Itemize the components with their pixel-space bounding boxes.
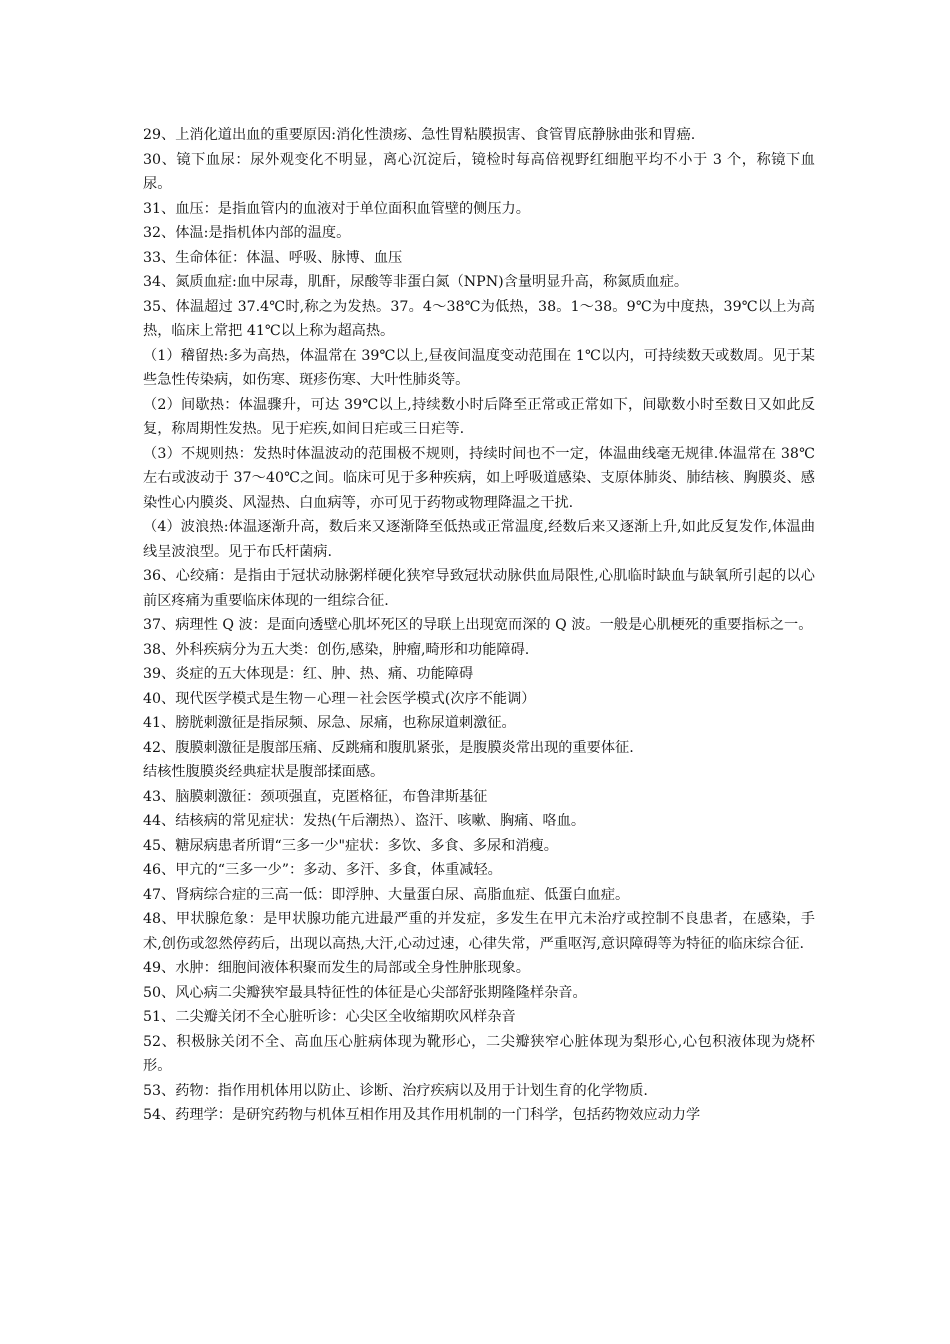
paragraph-29: 29、上消化道出血的重要原因:消化性溃疡、急性胃粘膜损害、食管胃底静脉曲张和胃癌. xyxy=(143,127,696,143)
paragraph-35-4: （4）波浪热:体温逐渐升高，数后来又逐渐降至低热或正常温度,经数后来又逐渐上升,如此反复发作,体温曲线呈波浪型。见于布氏杆菌病. xyxy=(143,519,815,560)
paragraph-38: 38、外科疾病分为五大类：创伤,感染，肿瘤,畸形和功能障碍. xyxy=(143,641,530,658)
paragraph-39: 39、炎症的五大体现是：红、肿、热、痛、功能障碍 xyxy=(143,666,474,682)
paragraph-35-2: （2）间歇热：体温骤升，可达 39℃以上,持续数小时后降至正常或正常如下，间歇数小时至数日又如此反复，称周期性发热。见于疟疾,如间日疟或三日疟等. xyxy=(143,396,815,437)
paragraph-40: 40、现代医学模式是生物－心理－社会医学模式(次序不能调） xyxy=(143,690,536,707)
paragraph-34: 34、氮质血症:血中尿毒，肌酐，尿酸等非蛋白氮（NPN)含量明显升高，称氮质血症。 xyxy=(143,274,689,290)
paragraph-54: 54、药理学：是研究药物与机体互相作用及其作用机制的一门科学，包括药物效应动力学 xyxy=(143,1107,701,1123)
paragraph-47: 47、肾病综合症的三高一低：即浮肿、大量蛋白尿、高脂血症、低蛋白血症。 xyxy=(143,886,630,903)
paragraph-43: 43、脑膜刺激征：颈项强直，克匿格征，布鲁津斯基征 xyxy=(143,788,488,805)
paragraph-33: 33、生命体征：体温、呼吸、脉博、血压 xyxy=(143,249,403,266)
paragraph-48: 48、甲状腺危象：是甲状腺功能亢进最严重的并发症，多发生在甲亢未治疗或控制不良患者，在感染，手术,创伤或忽然停药后，出现以高热,大汗,心动过速，心律失常，严重呕泻,意识障碍等为特征的临床综合征. xyxy=(143,911,815,952)
paragraph-42-note: 结核性腹膜炎经典症状是腹部揉面感。 xyxy=(143,764,385,780)
paragraph-49: 49、水肿：细胞间液体积聚而发生的局部或全身性肿胀现象。 xyxy=(143,960,530,976)
paragraph-52: 52、积极脉关闭不全、高血压心脏病体现为靴形心，二尖瓣狭窄心脏体现为梨形心,心包积液体现为烧杯形。 xyxy=(143,1033,815,1074)
paragraph-35-3: （3）不规则热：发热时体温波动的范围极不规则，持续时间也不一定，体温曲线毫无规律.体温常在 38℃左右或波动于 37～40℃之间。临床可见于多种疾病，如上呼吸道感染、支原体肺炎、肺结核、胸膜炎、感染性心内膜炎、风湿热、白血病等，亦可见于药物或物理降温之干扰. xyxy=(143,445,815,511)
paragraph-35: 35、体温超过 37.4℃时,称之为发热。37。4～38℃为低热，38。1～38。9℃为中度热，39℃以上为高热，临床上常把 41℃以上称为超高热。 xyxy=(143,298,815,339)
paragraph-42: 42、腹膜刺激征是腹部压痛、反跳痛和腹肌紧张，是腹膜炎常出现的重要体征. xyxy=(143,739,634,756)
paragraph-44: 44、结核病的常见症状：发热(午后潮热）、盗汗、咳嗽、胸痛、咯血。 xyxy=(143,813,586,829)
paragraph-51: 51、二尖瓣关闭不全心脏听诊：心尖区全收缩期吹风样杂音 xyxy=(143,1009,516,1025)
paragraph-50: 50、风心病二尖瓣狭窄最具特征性的体征是心尖部舒张期隆隆样杂音。 xyxy=(143,984,587,1001)
paragraph-36: 36、心绞痛：是指由于冠状动脉粥样硬化狭窄导致冠状动脉供血局限性,心肌临时缺血与缺氧所引起的以心前区疼痛为重要临床体现的一组综合征. xyxy=(143,568,815,609)
paragraph-41: 41、膀胱刺激征是指尿频、尿急、尿痛，也称尿道刺激征。 xyxy=(143,715,516,731)
paragraph-31: 31、血压：是指血管内的血液对于单位面积血管壁的侧压力。 xyxy=(143,200,530,217)
paragraph-35-1: （1）稽留热:多为高热，体温常在 39℃以上,昼夜间温度变动范围在 1℃以内，可持续数天或数周。见于某些急性传染病，如伤寒、斑疹伤寒、大叶性肺炎等。 xyxy=(143,347,815,388)
paragraph-37: 37、病理性 Q 波：是面向透壁心肌坏死区的导联上出现宽而深的 Q 波。一般是心肌梗死的重要指标之一。 xyxy=(143,617,813,633)
paragraph-30: 30、镜下血尿：尿外观变化不明显，离心沉淀后，镜检时每高倍视野红细胞平均不小于 3 个，称镜下血尿。 xyxy=(143,151,815,192)
paragraph-46: 46、甲亢的“三多一少”：多动、多汗、多食，体重减轻。 xyxy=(143,862,502,878)
paragraph-53: 53、药物：指作用机体用以防止、诊断、治疗疾病以及用于计划生育的化学物质. xyxy=(143,1082,648,1099)
document-page xyxy=(143,123,815,1128)
paragraph-45: 45、糖尿病患者所谓“三多一少"症状：多饮、多食、多尿和消瘦。 xyxy=(143,837,558,854)
paragraph-32: 32、体温:是指机体内部的温度。 xyxy=(143,225,351,241)
